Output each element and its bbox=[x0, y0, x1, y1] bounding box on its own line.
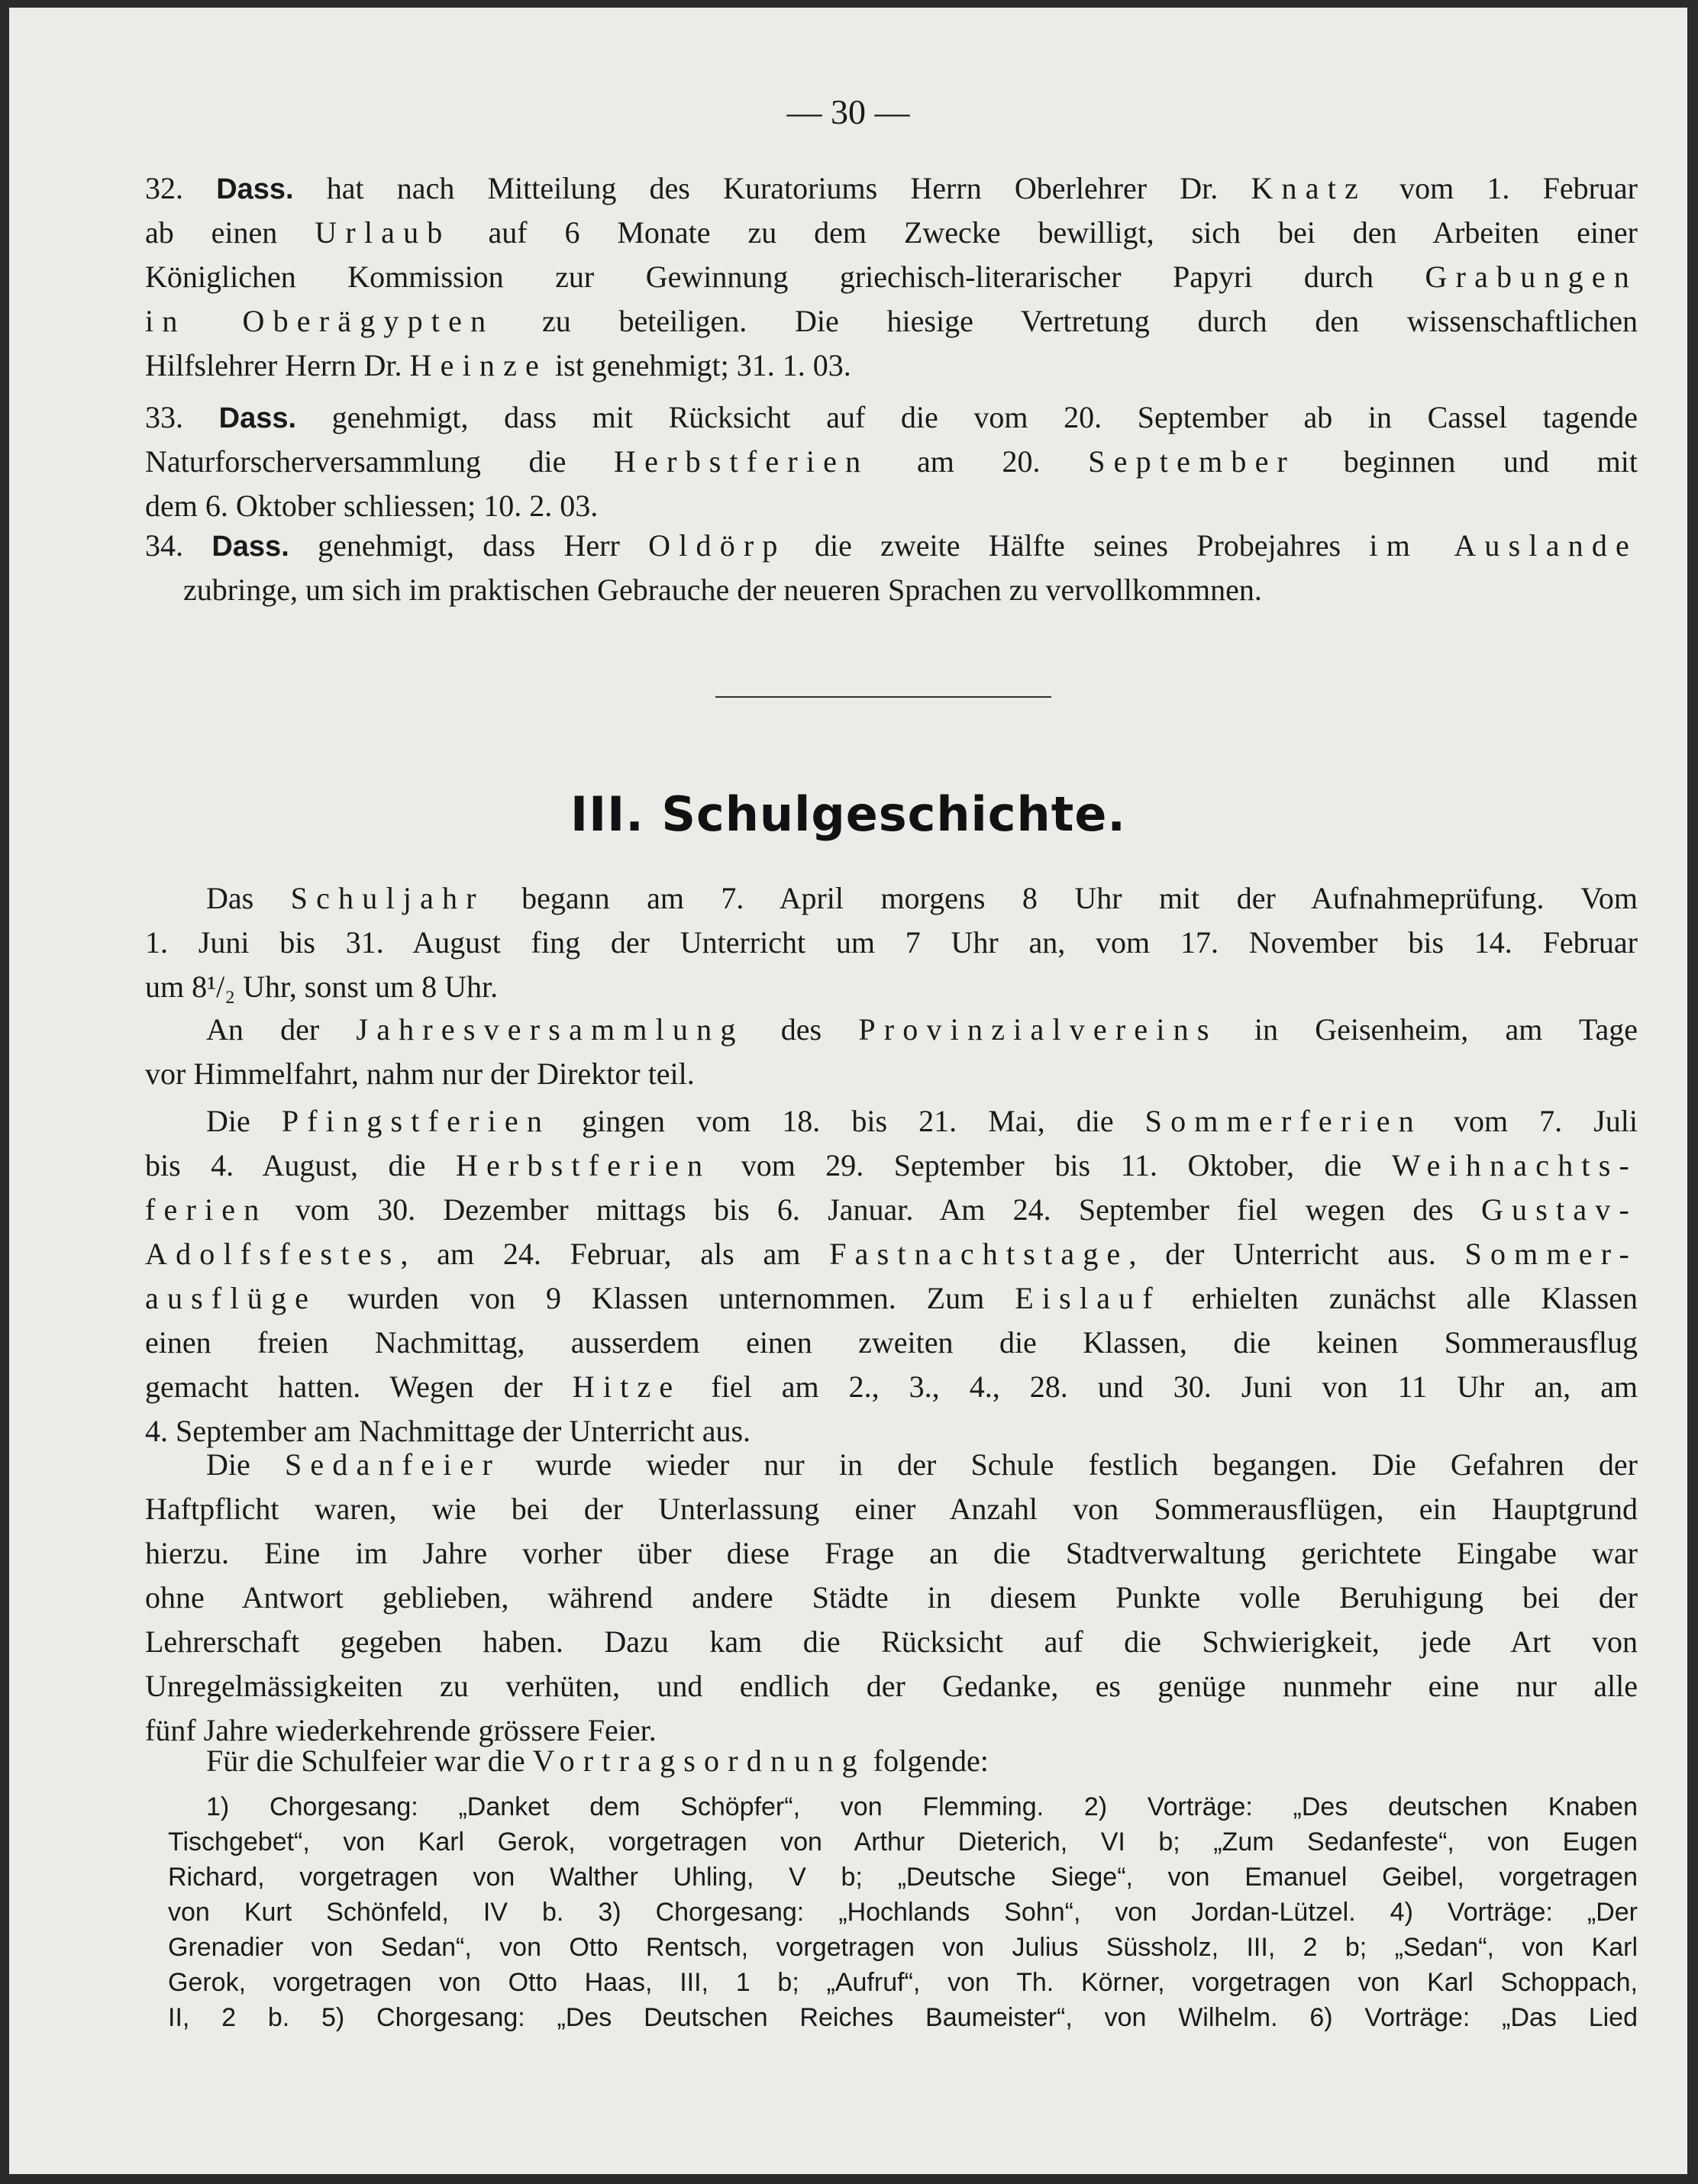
item-34 bbox=[145, 524, 1638, 612]
text-line: um 8¹/₂ Uhr, sonst um 8 Uhr. bbox=[145, 969, 499, 1004]
text-line: 34. Dass. genehmigt, dass Herr Oldörp die zweite Hälfte seines Probejahres im Auslande bbox=[145, 528, 1638, 563]
page-number: — 30 — bbox=[786, 92, 910, 131]
text-line: ab einen Urlaub auf 6 Monate zu dem Zwecke bewilligt, sich bei den Arbeiten einer bbox=[145, 215, 1638, 250]
text-line: bis 4. August, die Herbstferien vom 29. September bis 11. Oktober, die Weihnachts- bbox=[145, 1148, 1638, 1182]
text-line: ferien vom 30. Dezember mittags bis 6. Januar. Am 24. September fiel wegen des Gustav- bbox=[145, 1192, 1638, 1227]
text-line: vor Himmelfahrt, nahm nur der Direktor teil. bbox=[145, 1057, 695, 1091]
paragraph-program-intro bbox=[145, 1739, 1638, 1783]
text-line: einen freien Nachmittag, ausserdem einen zweiten die Klassen, die keinen Sommerausflug bbox=[145, 1325, 1638, 1360]
text-line: 4. September am Nachmittage der Unterricht aus. bbox=[145, 1414, 751, 1448]
text-line: 1) Chorgesang: „Danket dem Schöpfer“, von Flemming. 2) Vorträge: „Des deutschen Knaben bbox=[206, 1792, 1638, 1821]
text-line: Die Pfingstferien gingen vom 18. bis 21. Mai, die Sommerferien vom 7. Juli bbox=[206, 1104, 1638, 1138]
text-line: Hilfslehrer Herrn Dr. Heinze ist genehmigt; 31. 1. 03. bbox=[145, 348, 851, 382]
text-line: Adolfsfestes, am 24. Februar, als am Fastnachtstage, der Unterricht aus. Sommer- bbox=[145, 1237, 1638, 1271]
text-line: in Oberägypten zu beteiligen. Die hiesige Vertretung durch den wissenschaftlichen bbox=[145, 304, 1638, 338]
text-line: 32. Dass. hat nach Mitteilung des Kuratoriums Herrn Oberlehrer Dr. Knatz vom 1. Februar bbox=[145, 171, 1638, 205]
paragraph-holidays bbox=[145, 1099, 1638, 1453]
item-33 bbox=[145, 395, 1638, 528]
text-line: zubringe, um sich im praktischen Gebrauche der neueren Sprachen zu vervollkommnen. bbox=[183, 573, 1262, 607]
section-divider bbox=[715, 696, 1051, 698]
text-line: Lehrerschaft gegeben haben. Dazu kam die Rücksicht auf die Schwierigkeit, jede Art von bbox=[145, 1624, 1638, 1659]
item-32 bbox=[145, 166, 1638, 388]
text-line: dem 6. Oktober schliessen; 10. 2. 03. bbox=[145, 489, 599, 523]
text-line: Unregelmässigkeiten zu verhüten, und endlich der Gedanke, es genüge nunmehr eine nur alle bbox=[145, 1669, 1638, 1703]
text-line: Königlichen Kommission zur Gewinnung griechisch-literarischer Papyri durch Grabungen bbox=[145, 260, 1638, 294]
text-line: ohne Antwort geblieben, während andere Städte in diesem Punkte volle Beruhigung bei der bbox=[145, 1580, 1638, 1615]
text-line: Gerok, vorgetragen von Otto Haas, III, 1 b; „Aufruf“, von Th. Körner, vorgetragen von Karl Schoppach, bbox=[168, 1968, 1638, 1997]
paragraph-sedan-celebration bbox=[145, 1443, 1638, 1753]
text-line: von Kurt Schönfeld, IV b. 3) Chorgesang: „Hochlands Sohn“, von Jordan-Lützel. 4) Vorträge: „Der bbox=[168, 1898, 1638, 1927]
text-line: 1. Juni bis 31. August fing der Unterricht um 7 Uhr an, vom 17. November bis 14. Februar bbox=[145, 925, 1638, 960]
text-line: Grenadier von Sedan“, von Otto Rentsch, vorgetragen von Julius Süssholz, III, 2 b; „Sedan“, von Karl bbox=[168, 1933, 1638, 1962]
text-line: ausflüge wurden von 9 Klassen unternommen. Zum Eislauf erhielten zunächst alle Klassen bbox=[145, 1281, 1638, 1315]
section-heading: III. Schulgeschichte. bbox=[570, 786, 1126, 842]
text-line: An der Jahresversammlung des Provinzialvereins in Geisenheim, am Tage bbox=[206, 1012, 1638, 1047]
paragraph-school-year bbox=[145, 876, 1638, 1009]
scanned-page bbox=[9, 8, 1687, 2174]
text-line: Haftpflicht waren, wie bei der Unterlassung einer Anzahl von Sommerausflügen, ein Hauptgrund bbox=[145, 1492, 1638, 1526]
program-list bbox=[168, 1789, 1638, 2035]
text-line: hierzu. Eine im Jahre vorher über diese Frage an die Stadtverwaltung gerichtete Eingabe war bbox=[145, 1536, 1638, 1570]
text-line: Für die Schulfeier war die Vortragsordnung folgende: bbox=[206, 1744, 989, 1778]
text-line: Naturforscherversammlung die Herbstferien am 20. September beginnen und mit bbox=[145, 444, 1638, 479]
text-line: Die Sedanfeier wurde wieder nur in der Schule festlich begangen. Die Gefahren der bbox=[206, 1447, 1638, 1482]
text-line: 33. Dass. genehmigt, dass mit Rücksicht auf die vom 20. September ab in Cassel tagende bbox=[145, 400, 1638, 434]
text-line: II, 2 b. 5) Chorgesang: „Des Deutschen Reiches Baumeister“, von Wilhelm. 6) Vorträge: „Das Lied bbox=[168, 2003, 1638, 2032]
text-line: Das Schuljahr begann am 7. April morgens 8 Uhr mit der Aufnahmeprüfung. Vom bbox=[206, 881, 1638, 915]
text-line: fünf Jahre wiederkehrende grössere Feier. bbox=[145, 1713, 657, 1747]
text-line: gemacht hatten. Wegen der Hitze fiel am 2., 3., 4., 28. und 30. Juni von 11 Uhr an, am bbox=[145, 1369, 1638, 1404]
text-line: Richard, vorgetragen von Walther Uhling, V b; „Deutsche Siege“, von Emanuel Geibel, vorgetragen bbox=[168, 1863, 1638, 1892]
text-line: Tischgebet“, von Karl Gerok, vorgetragen von Arthur Dieterich, VI b; „Zum Sedanfeste“, von Eugen bbox=[168, 1828, 1638, 1857]
paragraph-annual-meeting bbox=[145, 1008, 1638, 1096]
